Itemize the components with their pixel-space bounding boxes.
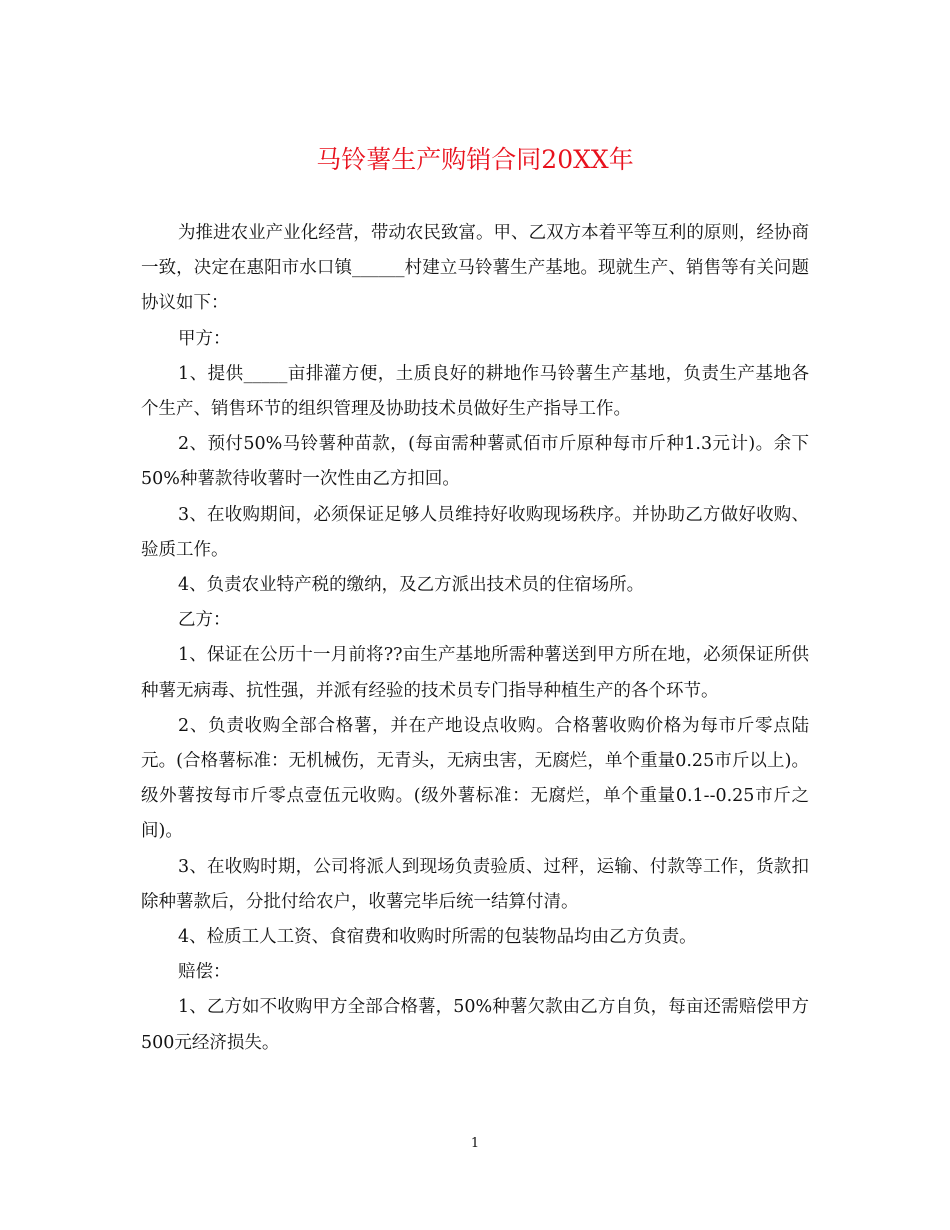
paragraph-compensation-1: 1、乙方如不收购甲方全部合格薯，50%种薯欠款由乙方自负，每亩还需赔偿甲方500元经济损失。: [141, 997, 809, 1053]
section-heading-party-b: 乙方：: [178, 610, 231, 631]
paragraph-intro: 为推进农业产业化经营，带动农民致富。甲、乙双方本着平等互利的原则，经协商一致，决定在惠阳市水口镇______村建立马铃薯生产基地。现就生产、销售等有关问题协议如下：: [141, 223, 809, 314]
section-heading-party-a: 甲方：: [178, 328, 231, 349]
section-heading-compensation: 赔偿：: [178, 962, 231, 983]
paragraph-party-a-1: 1、提供_____亩排灌方便，土质良好的耕地作马铃薯生产基地，负责生产基地各个生产、销售环节的组织管理及协助技术员做好生产指导工作。: [141, 363, 809, 420]
paragraph-party-a-2: 2、预付50%马铃薯种苗款，(每亩需种薯贰佰市斤原种每市斤种1.3元计)。余下50%种薯款待收薯时一次性由乙方扣回。: [141, 434, 809, 490]
document-title: 马铃薯生产购销合同20XX年: [316, 145, 634, 174]
paragraph-party-a-3: 3、在收购期间，必须保证足够人员维持好收购现场秩序。并协助乙方做好收购、验质工作。: [141, 504, 809, 560]
paragraph-party-b-3: 3、在收购时期，公司将派人到现场负责验质、过秤，运输、付款等工作，货款扣除种薯款后，分批付给农户，收薯完毕后统一结算付清。: [141, 856, 809, 912]
page-number: 1: [470, 1136, 480, 1151]
document-body: [141, 216, 809, 1061]
paragraph-party-a-4: 4、负责农业特产税的缴纳，及乙方派出技术员的住宿场所。: [178, 575, 645, 596]
paragraph-party-b-2: 2、负责收购全部合格薯，并在产地设点收购。合格薯收购价格为每市斤零点陆元。(合格薯标准：无机械伤，无青头，无病虫害，无腐烂，单个重量0.25市斤以上)。级外薯按每市斤零点壹伍元收购。(级外薯标准：无腐烂，单个重量0.1--0.25市斤之间)。: [141, 715, 809, 842]
paragraph-party-b-4: 4、检质工人工资、食宿费和收购时所需的包装物品均由乙方负责。: [178, 927, 697, 948]
paragraph-party-b-1: 1、保证在公历十一月前将??亩生产基地所需种薯送到甲方所在地，必须保证所供种薯无病毒、抗性强，并派有经验的技术员专门指导种植生产的各个环节。: [141, 645, 809, 701]
